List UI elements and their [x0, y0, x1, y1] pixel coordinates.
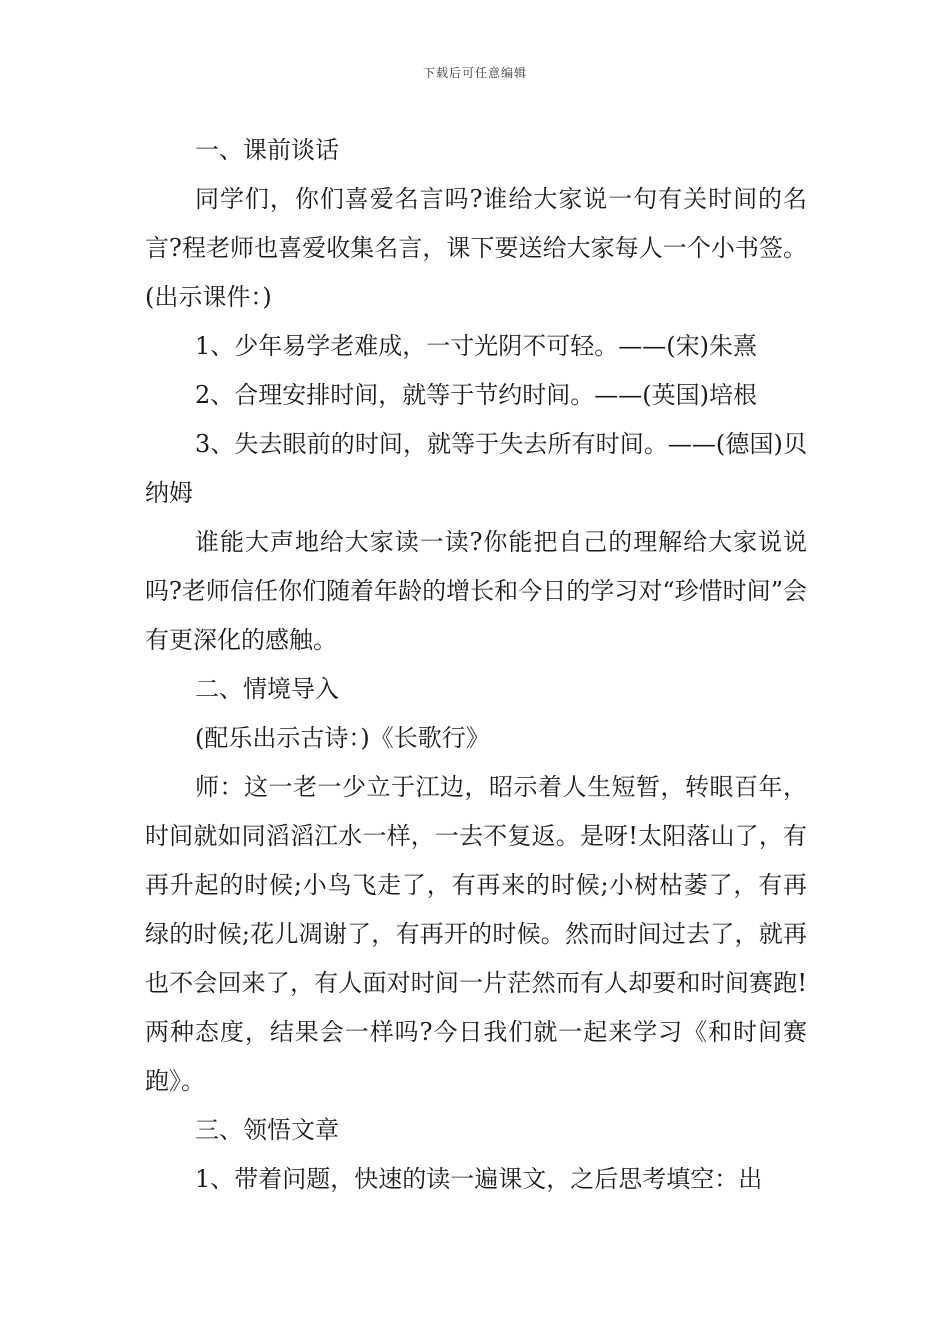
section-heading-3: 三、领悟文章 [195, 1116, 339, 1144]
paragraph-teacher: 师：这一老一少立于江边，昭示着人生短暂，转眼百年，时间就如同滔滔江水一样，一去不复返。是呀!太阳落山了，有再升起的时候;小鸟飞走了，有再来的时候;小树枯萎了，有再绿的时候;花儿凋谢了，有再开的时候。然而时间过去了，就再也不会回来了，有人面对时间一片茫然而有人却要和时间赛跑!两种态度，结果会一样吗?今日我们就一起来学习《和时间赛跑》。 [145, 773, 807, 1095]
section-heading-2: 二、情境导入 [195, 675, 339, 703]
section-heading-1: 一、课前谈话 [195, 136, 339, 164]
document-body [145, 126, 807, 1204]
quote-2: 2、合理安排时间，就等于节约时间。——(英国)培根 [195, 381, 757, 409]
paragraph-task: 1、带着问题，快速的读一遍课文，之后思考填空：出 [195, 1165, 763, 1193]
quote-1: 1、少年易学老难成，一寸光阴不可轻。——(宋)朱熹 [195, 332, 757, 360]
paragraph-intro: 同学们，你们喜爱名言吗?谁给大家说一句有关时间的名言?程老师也喜爱收集名言，课下要送给大家每人一个小书签。(出示课件：) [145, 185, 807, 311]
poem-line: (配乐出示古诗：)《长歌行》 [195, 724, 490, 752]
page-header: 下载后可任意编辑 [422, 66, 527, 80]
quote-3: 3、失去眼前的时间，就等于失去所有时间。——(德国)贝纳姆 [145, 430, 807, 507]
paragraph-discussion: 谁能大声地给大家读一读?你能把自己的理解给大家说说吗?老师信任你们随着年龄的增长和今日的学习对“珍惜时间”会有更深化的感触。 [145, 528, 807, 654]
